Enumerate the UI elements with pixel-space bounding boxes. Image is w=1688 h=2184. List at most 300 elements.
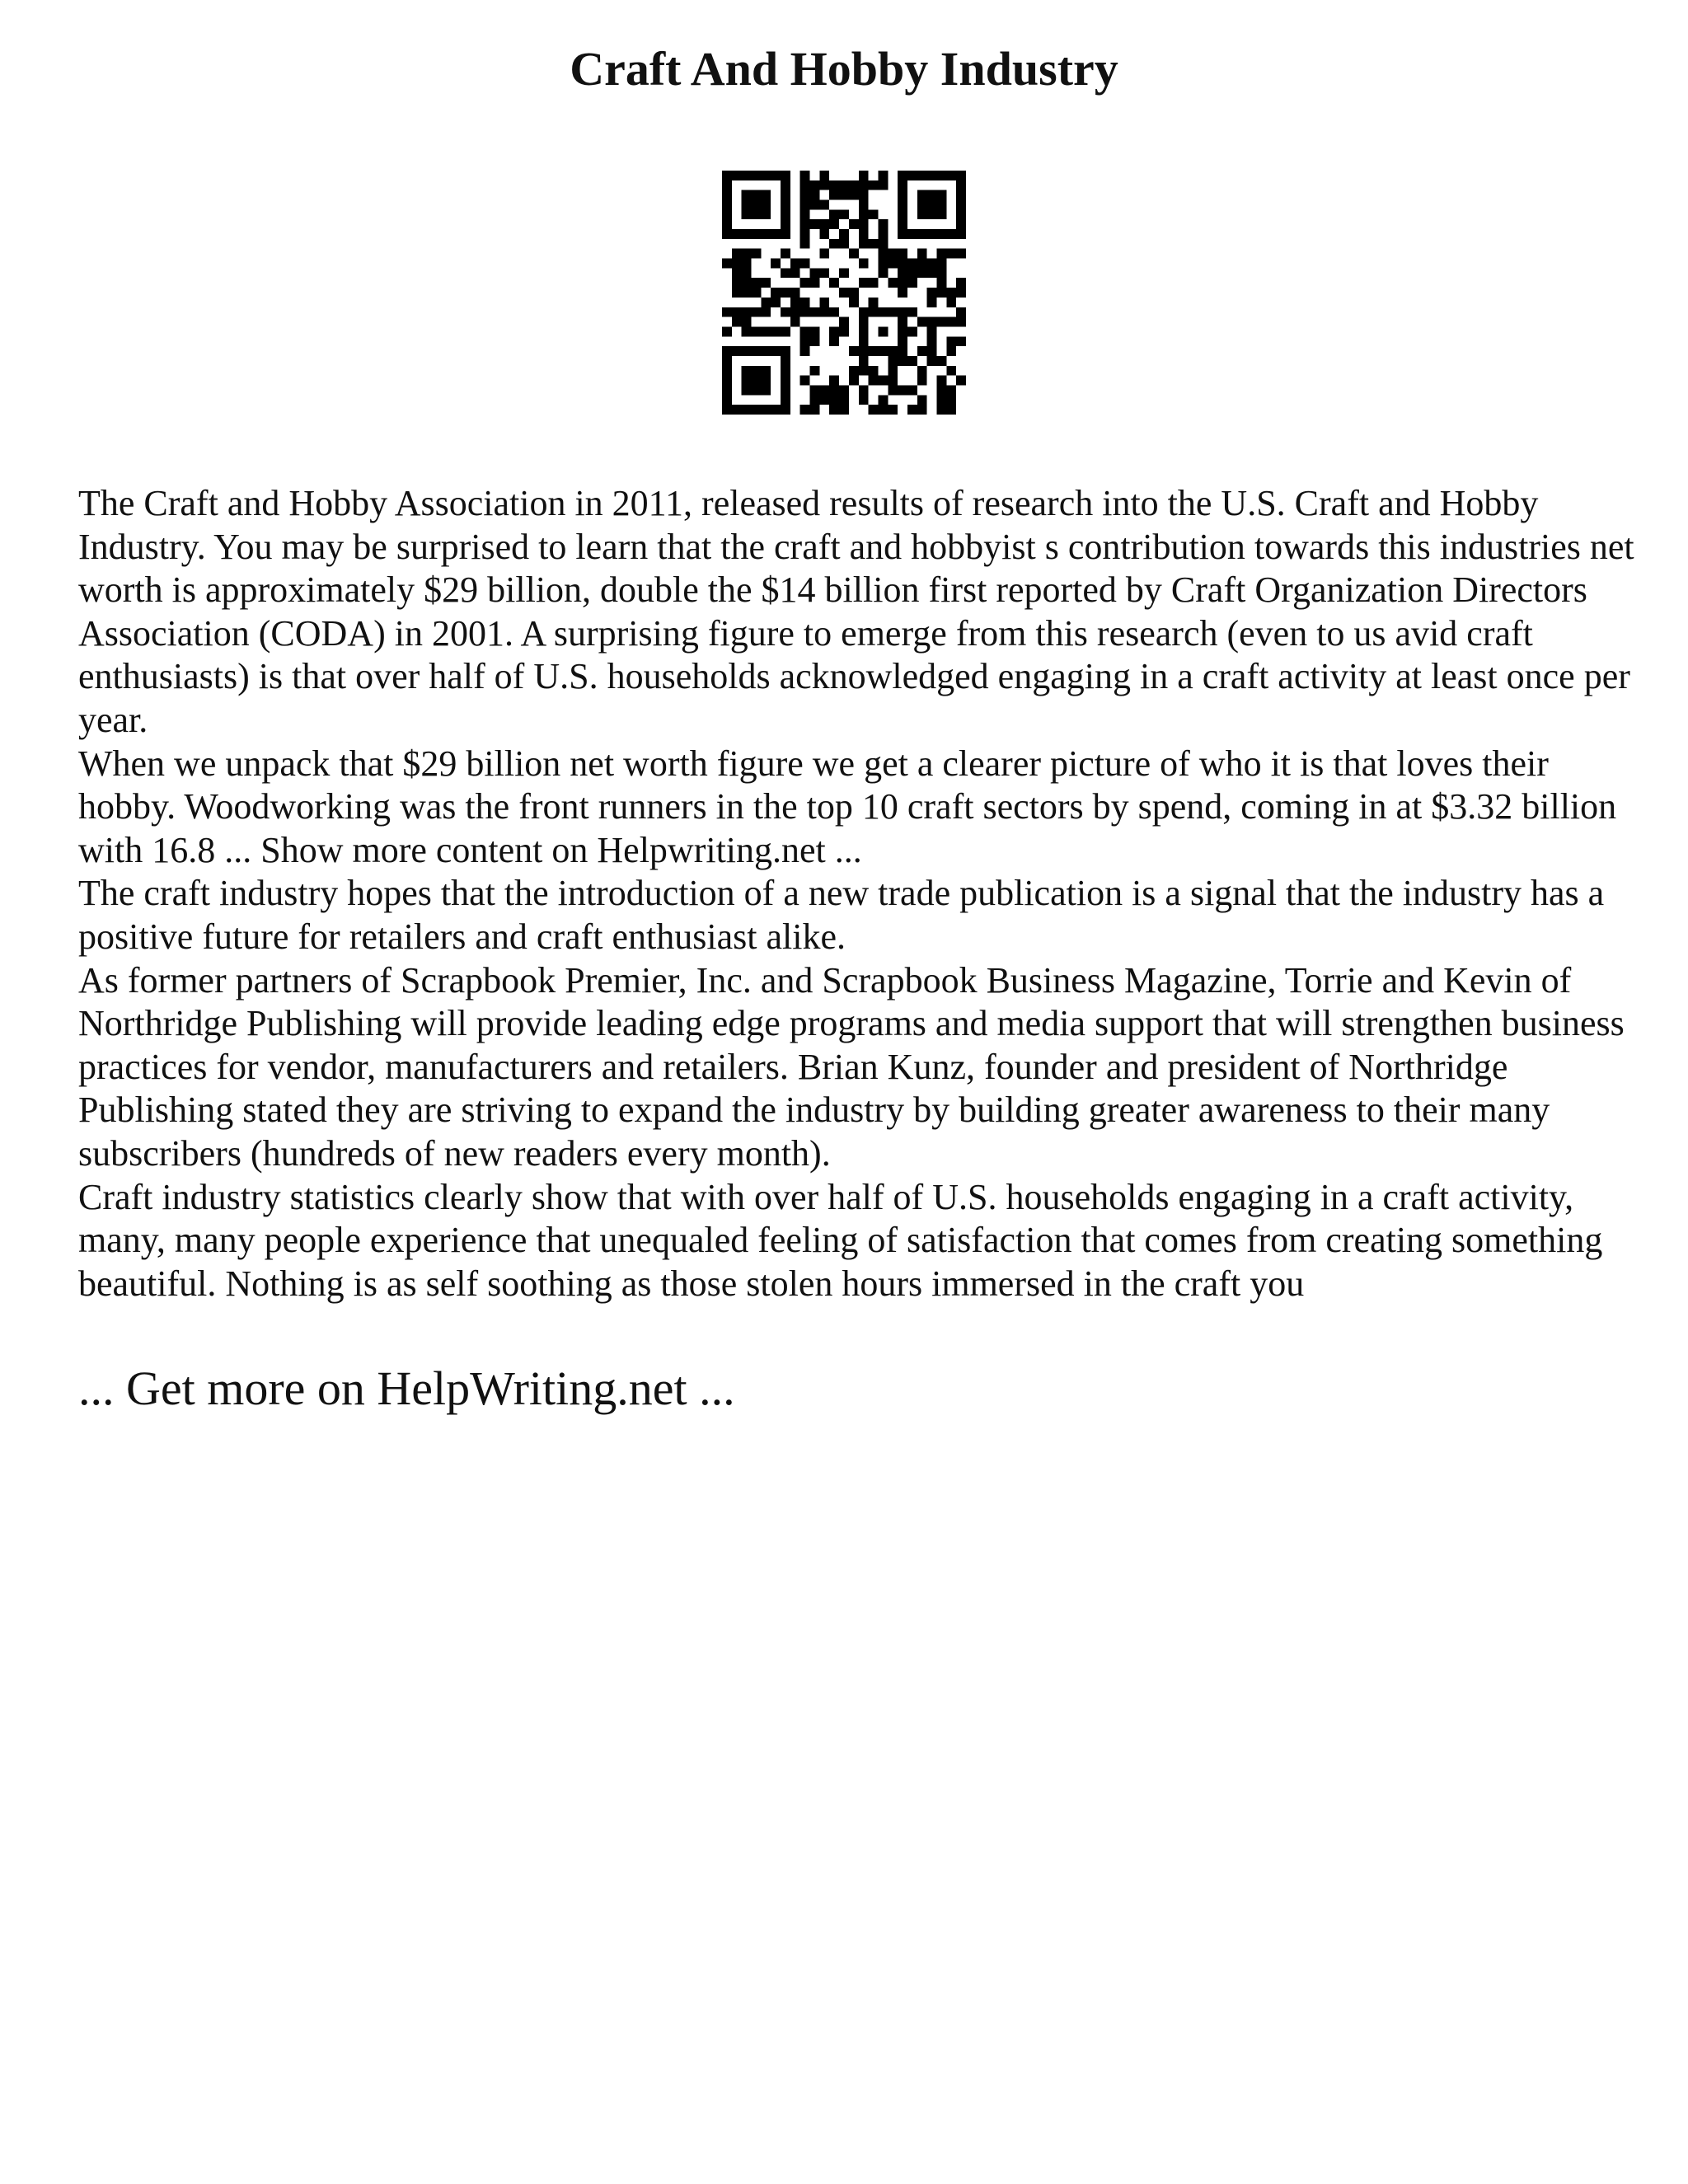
- qr-module: [859, 180, 869, 190]
- qr-module: [878, 239, 888, 249]
- qr-module: [761, 405, 771, 415]
- qr-module: [771, 288, 781, 298]
- qr-module: [800, 259, 810, 269]
- qr-module: [946, 317, 956, 327]
- qr-module: [742, 288, 752, 298]
- qr-module: [800, 229, 810, 239]
- qr-module: [898, 180, 907, 190]
- qr-module: [761, 209, 771, 219]
- qr-module: [722, 180, 732, 190]
- qr-module: [810, 307, 820, 317]
- qr-module: [752, 229, 762, 239]
- qr-module: [898, 326, 907, 336]
- qr-module: [781, 200, 790, 210]
- qr-module: [781, 395, 790, 405]
- qr-module: [829, 219, 839, 229]
- qr-module: [742, 307, 752, 317]
- qr-module: [936, 288, 946, 298]
- qr-module: [869, 180, 879, 190]
- qr-module: [732, 278, 742, 288]
- qr-module: [752, 249, 762, 259]
- qr-module: [790, 298, 800, 307]
- qr-module: [790, 259, 800, 269]
- qr-module: [800, 239, 810, 249]
- qr-module: [781, 366, 790, 376]
- qr-module: [888, 356, 898, 366]
- qr-module: [917, 317, 927, 327]
- qr-module: [888, 307, 898, 317]
- qr-module: [898, 385, 907, 395]
- qr-module: [810, 405, 820, 415]
- qr-module: [956, 171, 966, 180]
- qr-module: [859, 190, 869, 200]
- qr-module: [888, 346, 898, 356]
- qr-module: [946, 249, 956, 259]
- qr-module: [800, 278, 810, 288]
- qr-module: [907, 385, 917, 395]
- qr-module: [898, 268, 907, 278]
- qr-module: [781, 268, 790, 278]
- qr-module: [869, 366, 879, 376]
- qr-module: [761, 200, 771, 210]
- qr-module: [800, 346, 810, 356]
- qr-code-icon: [722, 171, 966, 415]
- qr-module: [722, 307, 732, 317]
- qr-module: [859, 346, 869, 356]
- qr-module: [732, 171, 742, 180]
- qr-module: [752, 326, 762, 336]
- qr-module: [829, 385, 839, 395]
- qr-module: [771, 171, 781, 180]
- qr-module: [859, 356, 869, 366]
- qr-module: [956, 288, 966, 298]
- paragraph: The Craft and Hobby Association in 2011, released results of research into the U.S. Craft and Hobby Industry. You may be surprised to learn that the craft and hobbyist s contribution towards this industries net worth is approximately $29 billion, double the $14 billion first reported by Craft Organization Directors Association (CODA) in 2001. A surprising figure to emerge from this research (even to us avid craft enthusiasts) is that over half of U.S. households acknowledged engaging in a craft activity at least once per year.: [78, 483, 1634, 740]
- qr-module: [810, 190, 820, 200]
- qr-module: [722, 229, 732, 239]
- qr-module: [781, 385, 790, 395]
- qr-module: [898, 307, 907, 317]
- qr-module: [771, 259, 781, 269]
- qr-module: [849, 249, 859, 259]
- qr-module: [752, 190, 762, 200]
- qr-module: [722, 385, 732, 395]
- qr-module: [732, 249, 742, 259]
- qr-module: [917, 229, 927, 239]
- qr-module: [829, 180, 839, 190]
- qr-module: [927, 259, 937, 269]
- qr-module: [742, 171, 752, 180]
- qr-module: [946, 366, 956, 376]
- qr-module: [927, 346, 937, 356]
- qr-module: [761, 376, 771, 386]
- qr-module: [829, 239, 839, 249]
- qr-module: [878, 376, 888, 386]
- qr-module: [742, 326, 752, 336]
- qr-module: [752, 200, 762, 210]
- qr-module: [742, 200, 752, 210]
- qr-module: [839, 239, 849, 249]
- qr-module: [927, 171, 937, 180]
- qr-module: [878, 180, 888, 190]
- qr-module: [781, 346, 790, 356]
- qr-module: [810, 326, 820, 336]
- qr-module: [956, 229, 966, 239]
- qr-module: [878, 171, 888, 180]
- qr-module: [936, 376, 946, 386]
- qr-module: [946, 171, 956, 180]
- qr-module: [761, 346, 771, 356]
- qr-module: [781, 307, 790, 317]
- qr-module: [859, 219, 869, 229]
- qr-module: [819, 180, 829, 190]
- qr-module: [800, 180, 810, 190]
- qr-module: [829, 278, 839, 288]
- qr-module: [761, 171, 771, 180]
- qr-module: [722, 326, 732, 336]
- qr-module: [956, 376, 966, 386]
- qr-module: [898, 356, 907, 366]
- qr-module: [781, 229, 790, 239]
- qr-module: [722, 200, 732, 210]
- qr-module: [781, 190, 790, 200]
- qr-module: [742, 405, 752, 415]
- qr-module: [898, 171, 907, 180]
- qr-module: [956, 307, 966, 317]
- qr-module: [781, 376, 790, 386]
- qr-module: [878, 259, 888, 269]
- qr-module: [936, 209, 946, 219]
- qr-module: [917, 249, 927, 259]
- qr-module: [898, 209, 907, 219]
- qr-module: [829, 307, 839, 317]
- qr-module: [742, 229, 752, 239]
- qr-module: [761, 298, 771, 307]
- qr-module: [927, 288, 937, 298]
- qr-module: [732, 317, 742, 327]
- qr-module: [752, 366, 762, 376]
- qr-module: [878, 219, 888, 229]
- qr-module: [819, 249, 829, 259]
- qr-module: [800, 171, 810, 180]
- paragraph: When we unpack that $29 billion net worth figure we get a clearer picture of who it is that loves their hobby. Woodworking was the front runners in the top 10 craft sectors by spend, coming in at $3.32 billion with 16.8 ... Show more content on Helpwriting.net ...: [78, 743, 1617, 870]
- qr-module: [869, 298, 879, 307]
- qr-module: [859, 171, 869, 180]
- qr-module: [839, 288, 849, 298]
- qr-module: [869, 278, 879, 288]
- qr-module: [907, 259, 917, 269]
- qr-module: [810, 180, 820, 190]
- paragraph: As former partners of Scrapbook Premier, Inc. and Scrapbook Business Magazine, Torrie and Kevin of Northridge Publishing will provide leading edge programs and media support that will strengthen business practices for vendor, manufacturers and retailers. Brian Kunz, founder and president of Northridge Publishing stated they are striving to expand the industry by building greater awareness to their many subscribers (hundreds of new readers every month).: [78, 959, 1625, 1174]
- qr-module: [771, 346, 781, 356]
- qr-module: [888, 385, 898, 395]
- qr-module: [829, 190, 839, 200]
- qr-module: [946, 346, 956, 356]
- qr-module: [849, 288, 859, 298]
- qr-module: [752, 346, 762, 356]
- qr-module: [927, 317, 937, 327]
- qr-module: [722, 395, 732, 405]
- qr-module: [819, 385, 829, 395]
- qr-module: [761, 229, 771, 239]
- qr-module: [888, 405, 898, 415]
- qr-module: [732, 307, 742, 317]
- qr-module: [859, 366, 869, 376]
- qr-module: [810, 219, 820, 229]
- qr-module: [917, 190, 927, 200]
- qr-module: [946, 288, 956, 298]
- qr-module: [849, 190, 859, 200]
- qr-module: [810, 366, 820, 376]
- qr-module: [888, 376, 898, 386]
- qr-module: [917, 209, 927, 219]
- qr-module: [722, 346, 732, 356]
- qr-module: [936, 229, 946, 239]
- qr-module: [752, 405, 762, 415]
- qr-module: [800, 190, 810, 200]
- qr-module: [936, 385, 946, 395]
- qr-module: [742, 249, 752, 259]
- qr-module: [869, 209, 879, 219]
- qr-module: [732, 259, 742, 269]
- qr-module: [859, 229, 869, 239]
- qr-module: [878, 249, 888, 259]
- paragraph: Craft industry statistics clearly show that with over half of U.S. households engaging in a craft activity, many, many people experience that unequaled feeling of satisfaction that comes from creating something beautiful. Nothing is as self soothing as those stolen hours immersed in the craft you: [78, 1176, 1603, 1304]
- qr-module: [752, 209, 762, 219]
- qr-module: [898, 249, 907, 259]
- qr-module: [917, 259, 927, 269]
- qr-module: [742, 268, 752, 278]
- qr-module: [907, 278, 917, 288]
- qr-module: [781, 180, 790, 190]
- qr-module: [869, 346, 879, 356]
- qr-module: [732, 229, 742, 239]
- qr-module: [956, 209, 966, 219]
- qr-module: [878, 229, 888, 239]
- qr-module: [907, 307, 917, 317]
- qr-module: [800, 307, 810, 317]
- qr-module: [888, 366, 898, 376]
- qr-module: [839, 317, 849, 327]
- qr-module: [839, 405, 849, 415]
- qr-module: [829, 209, 839, 219]
- qr-module: [907, 326, 917, 336]
- qr-module: [819, 395, 829, 405]
- qr-module: [936, 268, 946, 278]
- qr-module: [819, 229, 829, 239]
- qr-module: [800, 336, 810, 346]
- qr-module: [829, 326, 839, 336]
- qr-module: [888, 249, 898, 259]
- qr-module: [742, 190, 752, 200]
- qr-module: [917, 346, 927, 356]
- qr-module: [849, 180, 859, 190]
- qr-module: [927, 200, 937, 210]
- qr-module: [859, 200, 869, 210]
- qr-module: [878, 307, 888, 317]
- qr-module: [849, 346, 859, 356]
- qr-module: [752, 288, 762, 298]
- qr-module: [888, 278, 898, 288]
- qr-module: [722, 356, 732, 366]
- qr-module: [732, 268, 742, 278]
- qr-module: [781, 288, 790, 298]
- qr-module: [859, 326, 869, 336]
- qr-module: [956, 190, 966, 200]
- qr-module: [771, 229, 781, 239]
- qr-module: [917, 200, 927, 210]
- qr-module: [800, 326, 810, 336]
- qr-module: [819, 307, 829, 317]
- qr-module: [869, 376, 879, 386]
- paragraph: The craft industry hopes that the introduction of a new trade publication is a signal that the industry has a positive future for retailers and craft enthusiast alike.: [78, 873, 1605, 957]
- qr-module: [810, 268, 820, 278]
- qr-module: [810, 385, 820, 395]
- qr-module: [907, 268, 917, 278]
- qr-module: [742, 385, 752, 395]
- qr-module: [936, 171, 946, 180]
- qr-module: [936, 356, 946, 366]
- qr-module: [927, 268, 937, 278]
- qr-module: [829, 395, 839, 405]
- qr-module: [839, 229, 849, 239]
- qr-module: [819, 171, 829, 180]
- qr-module: [849, 366, 859, 376]
- qr-module: [752, 171, 762, 180]
- qr-module: [722, 209, 732, 219]
- qr-module: [859, 307, 869, 317]
- qr-module: [732, 405, 742, 415]
- qr-module: [800, 209, 810, 219]
- qr-module: [917, 376, 927, 386]
- qr-module: [936, 405, 946, 415]
- qr-module: [927, 326, 937, 336]
- qr-module: [936, 278, 946, 288]
- qr-module: [898, 190, 907, 200]
- qr-module: [946, 405, 956, 415]
- qr-module: [946, 395, 956, 405]
- qr-module: [878, 395, 888, 405]
- qr-module: [781, 326, 790, 336]
- qr-module: [898, 278, 907, 288]
- qr-module: [781, 356, 790, 366]
- qr-module: [956, 200, 966, 210]
- qr-module: [752, 278, 762, 288]
- qr-module: [732, 288, 742, 298]
- qr-module: [839, 209, 849, 219]
- qr-module: [722, 190, 732, 200]
- qr-module: [722, 376, 732, 386]
- qr-module: [936, 259, 946, 269]
- qr-module: [790, 288, 800, 298]
- qr-module: [907, 171, 917, 180]
- qr-module: [742, 209, 752, 219]
- qr-module: [771, 326, 781, 336]
- article-body: [78, 482, 1644, 1305]
- qr-module: [800, 298, 810, 307]
- qr-module: [781, 171, 790, 180]
- qr-module: [800, 376, 810, 386]
- qr-module: [878, 405, 888, 415]
- qr-module: [781, 249, 790, 259]
- qr-module: [927, 190, 937, 200]
- qr-module: [752, 385, 762, 395]
- qr-module: [927, 298, 937, 307]
- qr-module: [761, 307, 771, 317]
- qr-module: [761, 385, 771, 395]
- qr-module: [829, 336, 839, 346]
- qr-module: [771, 298, 781, 307]
- qr-module: [946, 336, 956, 346]
- qr-module: [859, 239, 869, 249]
- qr-module: [898, 200, 907, 210]
- qr-module: [917, 268, 927, 278]
- qr-module: [869, 307, 879, 317]
- qr-module: [819, 219, 829, 229]
- qr-module: [917, 405, 927, 415]
- qr-module: [810, 278, 820, 288]
- qr-module: [869, 239, 879, 249]
- qr-module: [849, 376, 859, 386]
- qr-module: [898, 317, 907, 327]
- qr-module: [859, 385, 869, 395]
- qr-module: [839, 395, 849, 405]
- qr-module: [790, 317, 800, 327]
- qr-module: [956, 278, 966, 288]
- qr-module: [790, 307, 800, 317]
- qr-module: [781, 219, 790, 229]
- qr-module: [722, 219, 732, 229]
- qr-module: [888, 259, 898, 269]
- qr-module: [936, 249, 946, 259]
- qr-module: [722, 259, 732, 269]
- qr-module: [742, 346, 752, 356]
- qr-module: [752, 376, 762, 386]
- qr-module: [936, 317, 946, 327]
- qr-module: [956, 219, 966, 229]
- qr-module: [781, 405, 790, 415]
- qr-module: [742, 317, 752, 327]
- qr-module: [898, 346, 907, 356]
- qr-module: [849, 298, 859, 307]
- qr-module: [907, 405, 917, 415]
- qr-module: [722, 405, 732, 415]
- qr-module: [878, 326, 888, 336]
- qr-module: [907, 356, 917, 366]
- qr-module: [819, 200, 829, 210]
- qr-module: [927, 336, 937, 346]
- get-more-link[interactable]: ... Get more on HelpWriting.net ...: [78, 1361, 735, 1415]
- qr-module: [927, 209, 937, 219]
- qr-module: [839, 190, 849, 200]
- qr-module: [956, 180, 966, 190]
- qr-module: [917, 366, 927, 376]
- qr-module: [761, 326, 771, 336]
- qr-module: [790, 268, 800, 278]
- qr-module: [898, 229, 907, 239]
- qr-module: [917, 395, 927, 405]
- qr-module: [936, 200, 946, 210]
- qr-module: [722, 366, 732, 376]
- qr-code-graphic: [722, 171, 966, 415]
- qr-module: [898, 219, 907, 229]
- qr-module: [859, 209, 869, 219]
- qr-module: [946, 229, 956, 239]
- qr-module: [800, 200, 810, 210]
- qr-module: [800, 219, 810, 229]
- page-title: Craft And Hobby Industry: [570, 42, 1118, 96]
- qr-module: [839, 326, 849, 336]
- qr-module: [742, 278, 752, 288]
